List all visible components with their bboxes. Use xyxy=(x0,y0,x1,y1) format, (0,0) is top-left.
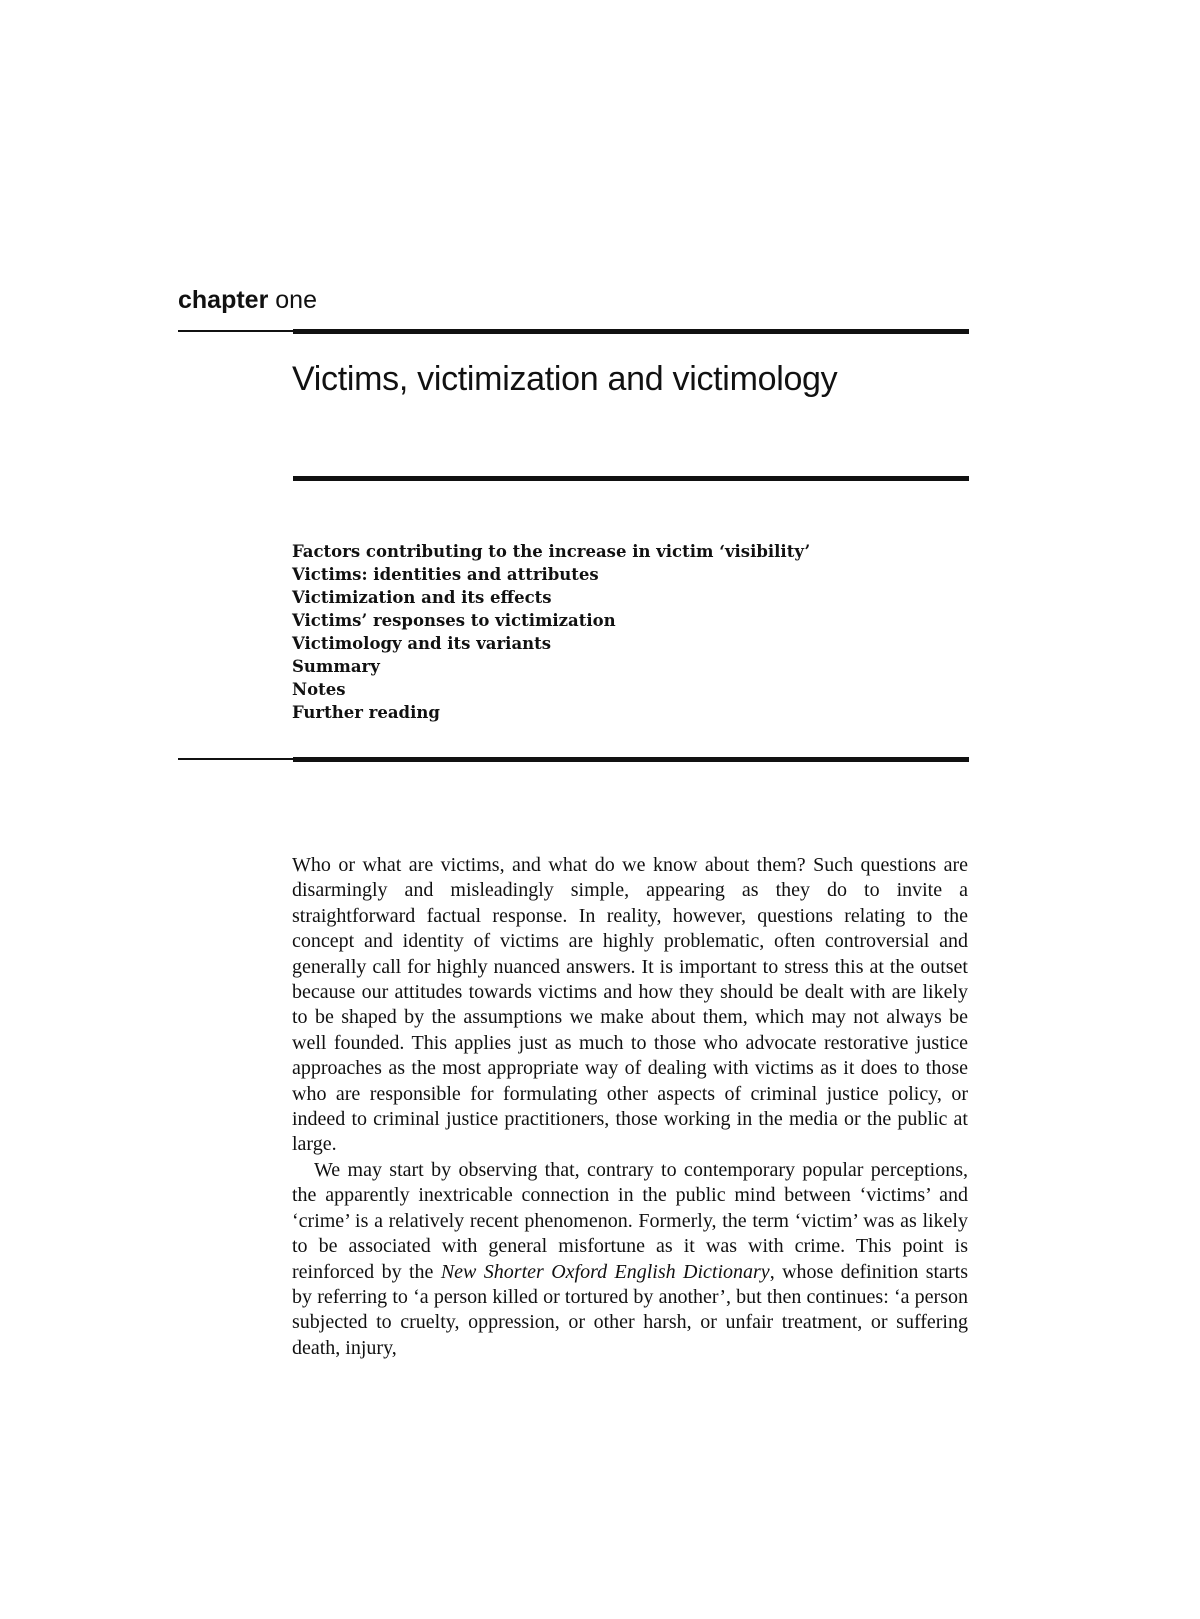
top-rule-thick xyxy=(293,329,969,334)
contents-item: Victims: identities and attributes xyxy=(292,565,599,584)
contents-item: Notes xyxy=(292,680,346,699)
chapter-contents-list xyxy=(292,540,810,724)
body-paragraph-1: Who or what are victims, and what do we know about them? Such questions are disarmingly and misleadingly simple, appearing as they do to invite a straightforward factual response. In reality, however, questions relating to the concept and identity of victims are highly problematic, often controversial and generally call for highly nuanced answers. It is important to stress this at the outset because our attitudes towards victims and how they should be dealt with are likely to be shaped by the assumptions we make about them, which may not always be well founded. This applies just as much to those who advocate restorative justice approaches as the most appropriate way of dealing with victims as it does to those who are responsible for formulating other aspects of criminal justice policy, or indeed to criminal justice practitioners, those working in the media or the public at large. xyxy=(292,854,968,1156)
body-paragraph-2-text-a: We may start by observing that, contrary to contemporary popular perceptions, the apparently inextricable connection in the public mind between ‘victims’ and ‘crime’ is a relatively recent phenomenon. Formerly, the term ‘victim’ was as likely to be associated with general misfortune as it was with crime. This point is reinforced by the xyxy=(292,1158,968,1283)
body-text xyxy=(292,853,968,1361)
contents-item: Summary xyxy=(292,657,380,676)
contents-bottom-rule-thick xyxy=(293,757,969,762)
contents-item: Victims’ responses to victimization xyxy=(292,611,616,630)
contents-item: Victimology and its variants xyxy=(292,634,552,653)
contents-item: Factors contributing to the increase in victim ‘visibility’ xyxy=(292,542,811,561)
title-bottom-rule xyxy=(293,476,969,481)
contents-item: Further reading xyxy=(292,703,440,722)
chapter-title: Victims, victimization and victimology xyxy=(292,360,838,398)
top-rule-thin xyxy=(178,330,293,332)
dictionary-title: New Shorter Oxford English Dictionary xyxy=(440,1260,770,1283)
chapter-label xyxy=(178,284,317,316)
body-paragraph-2-text-b: , whose definition starts by referring to ‘a person killed or tortured by another’, but then continues: ‘a person subjected to cruelty, oppression, or other harsh, or unfair treatment, or suffering death, injury, xyxy=(292,1260,968,1359)
chapter-label-word: chapter xyxy=(178,286,269,314)
contents-item: Victimization and its effects xyxy=(292,588,552,607)
chapter-label-number: one xyxy=(275,286,317,314)
body-paragraph-2 xyxy=(292,1158,968,1361)
contents-bottom-rule-thin xyxy=(178,758,293,760)
